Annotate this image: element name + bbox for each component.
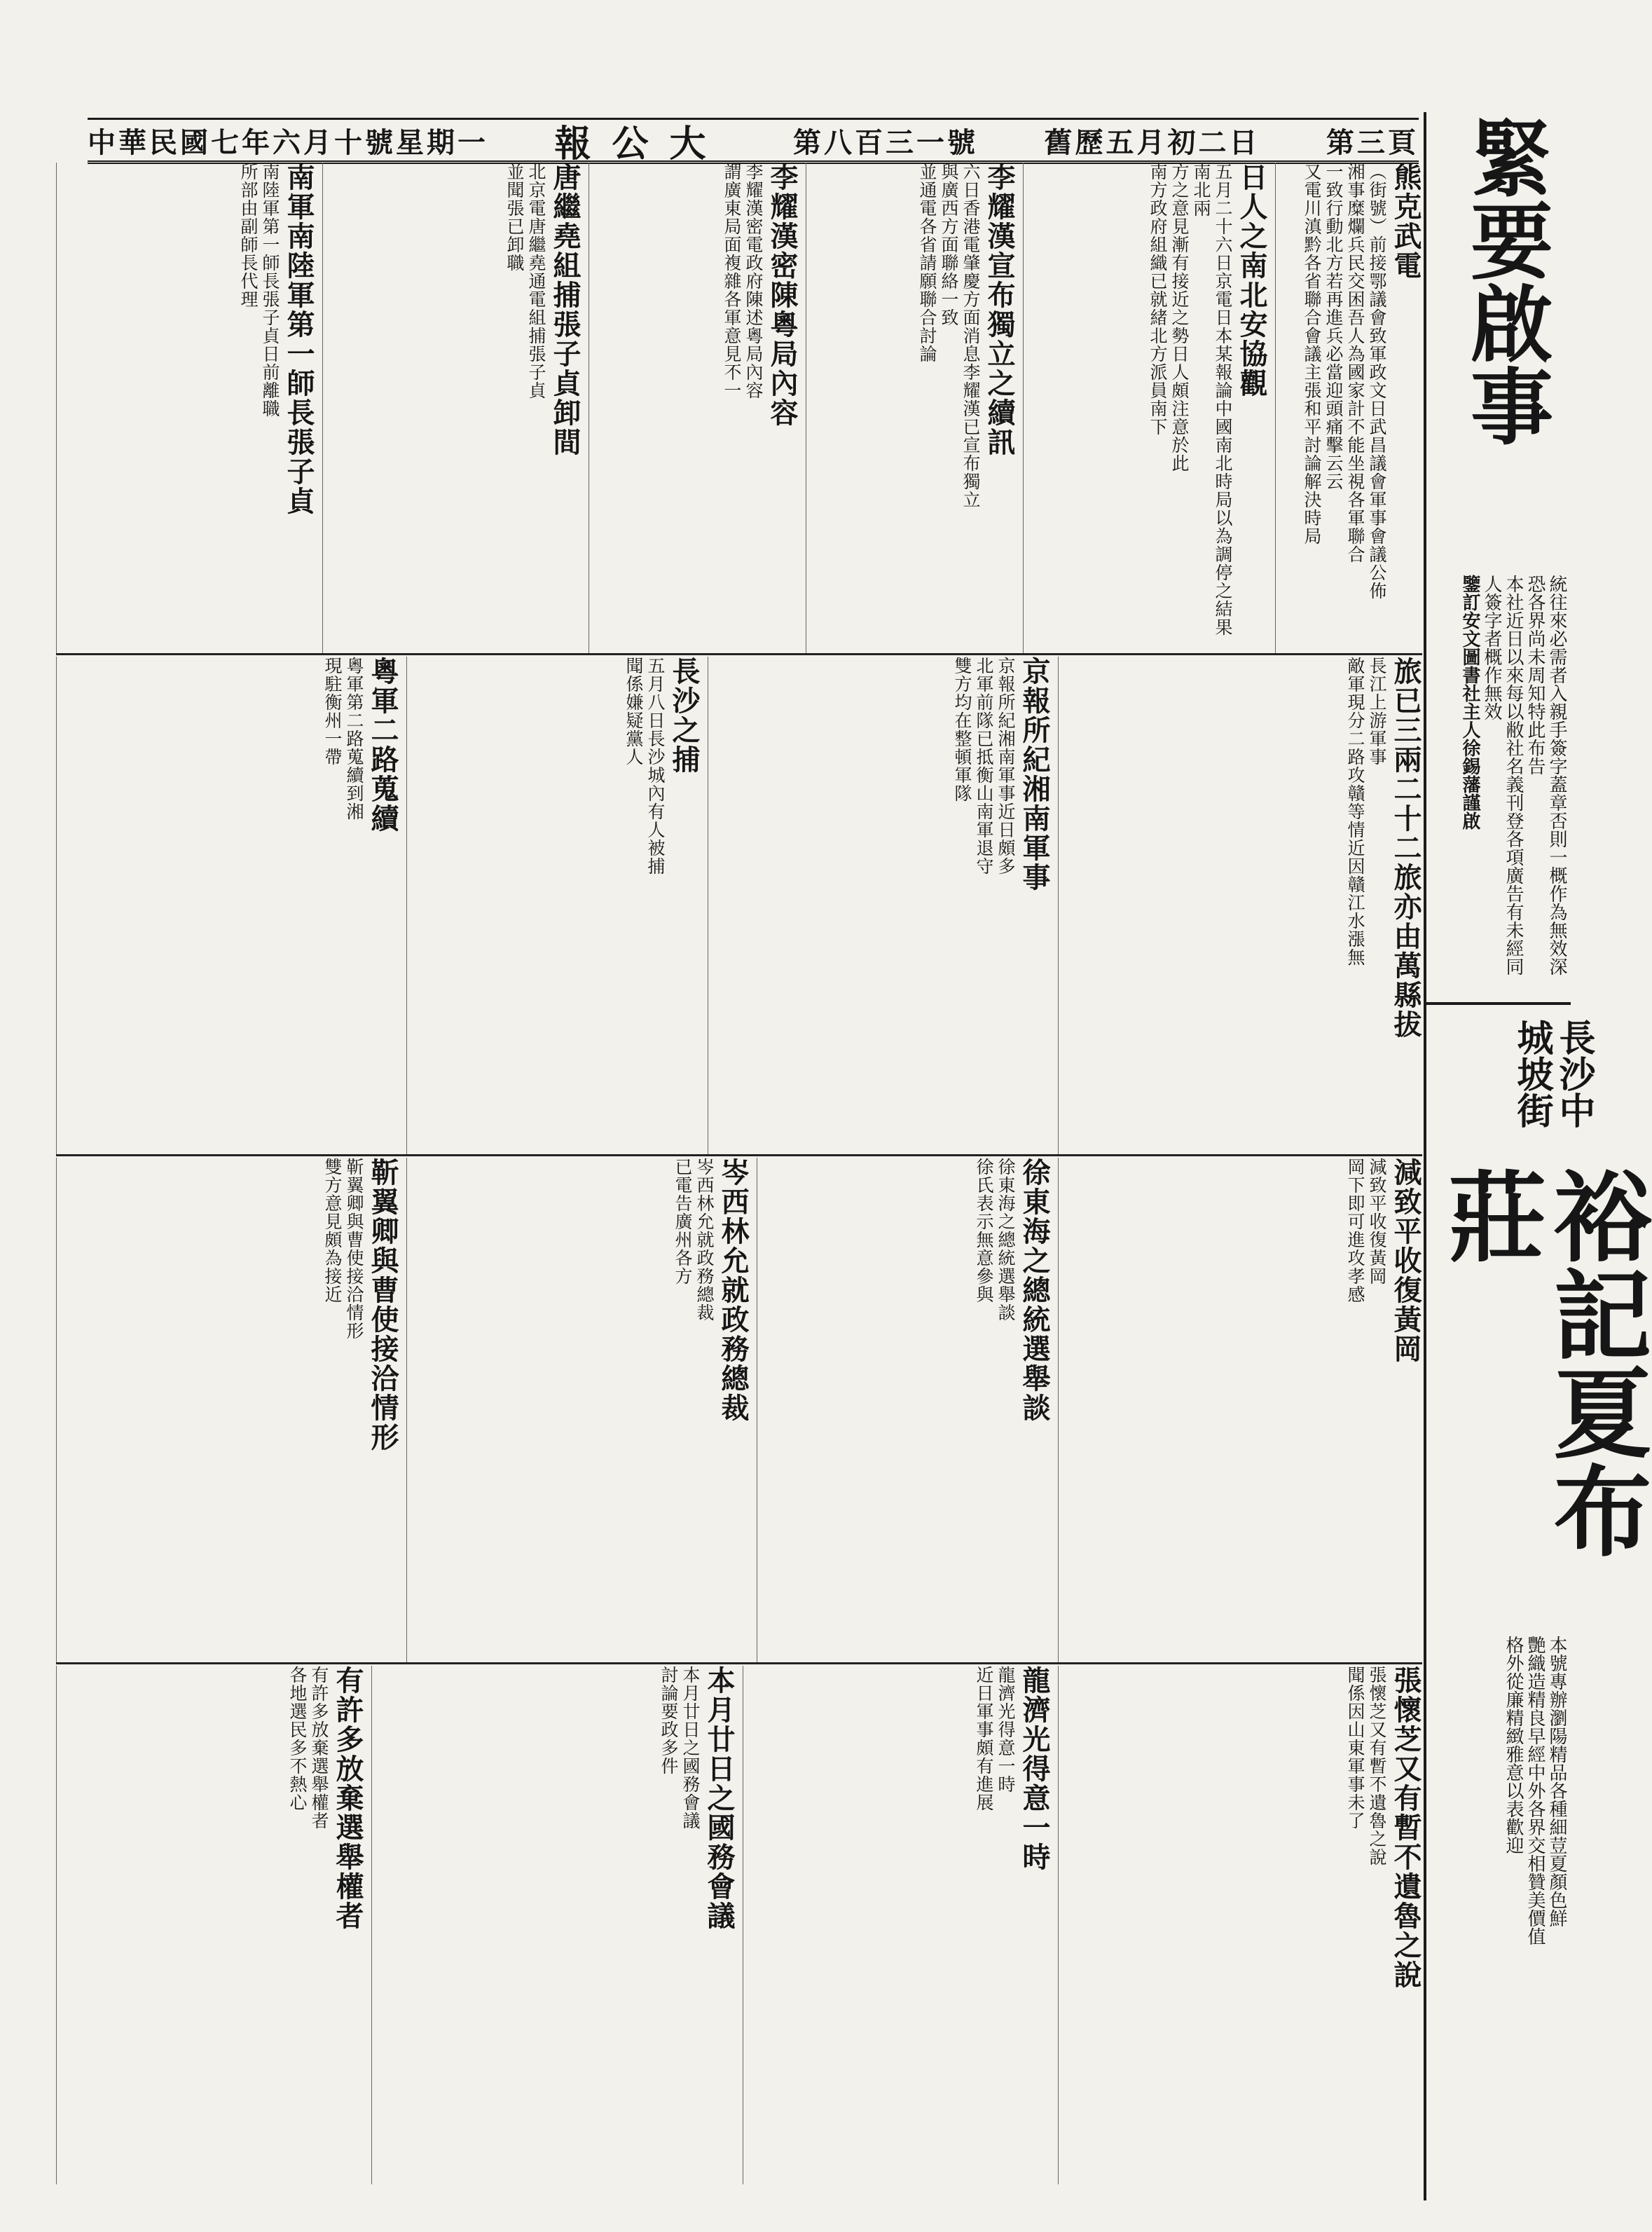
article-title: 京報所紀湘南軍事 bbox=[1018, 657, 1051, 892]
article bbox=[56, 657, 400, 1154]
article-text: 張懷芝又有暫不遺魯之說 bbox=[1367, 1666, 1387, 1866]
article-title: 粵軍二路蒐續 bbox=[366, 657, 399, 833]
notice-line: 本社近日以來每以敝社名義刊登各項廣告有未經同人簽字者概作無效 bbox=[1481, 575, 1524, 975]
article-text: 方之意見漸有接近之勢日人頗注意於此 bbox=[1169, 163, 1190, 472]
article-text: 北軍前隊已抵衡山南軍退守 bbox=[974, 657, 994, 875]
tier-1 bbox=[56, 163, 1422, 655]
article-text: 龍濟光得意一時 bbox=[996, 1666, 1016, 1793]
article-text: 靳翼卿與曹使接洽情形 bbox=[344, 1158, 364, 1340]
article-title: 熊克武電 bbox=[1389, 163, 1422, 280]
article-text: 各地選民多不熱心 bbox=[287, 1666, 308, 1812]
article-text: 討論要政多件 bbox=[659, 1666, 679, 1775]
masthead bbox=[88, 118, 1419, 164]
article-title: 減致平收復黃岡 bbox=[1389, 1158, 1422, 1364]
news-body bbox=[56, 163, 1422, 2195]
article-text: 南陸軍第一師長張子貞日前離職 bbox=[260, 163, 280, 418]
masthead-lunar-date: 舊歷五月初二日 bbox=[1044, 125, 1260, 159]
masthead-issue: 第八百三一號 bbox=[793, 125, 979, 159]
article-text: 聞係嫌疑黨人 bbox=[624, 657, 644, 766]
article-title: 唐繼堯組捕張子貞卸間 bbox=[549, 163, 581, 457]
article-text: 南方政府組織已就緒北方派員南下 bbox=[1148, 163, 1168, 436]
shop-ad-line: 本號專辦瀏陽精品各種細荳夏顏色鮮 bbox=[1546, 1636, 1567, 1927]
article-text: 已電告廣州各方 bbox=[673, 1158, 693, 1285]
masthead-name: 報公大 bbox=[554, 122, 727, 165]
article-title: 張懷芝又有暫不遺魯之說 bbox=[1389, 1666, 1422, 1990]
article-text: 雙方均在整頓軍隊 bbox=[952, 657, 972, 802]
tier-2 bbox=[56, 657, 1422, 1156]
article-text: 聞係因山東軍事未了 bbox=[1345, 1666, 1365, 1830]
article-text: 所部由副師長代理 bbox=[238, 163, 259, 308]
shop-location: 長沙中城坡街 bbox=[1510, 1019, 1595, 1128]
notice-line: 統往來必需者入親手簽字蓋章否則一概作為無效深恐各界尚未周知特此布告 bbox=[1524, 575, 1567, 975]
article-title: 日人之南北安協觀 bbox=[1235, 163, 1268, 398]
article-title: 靳翼卿與曹使接洽情形 bbox=[366, 1158, 399, 1452]
article bbox=[322, 163, 582, 653]
article bbox=[588, 163, 799, 653]
article-text: 五月二十六日京電日本某報論中國南北時局以為調停之結果南北兩 bbox=[1191, 163, 1233, 636]
article-title: 龍濟光得意一時 bbox=[1018, 1666, 1051, 1872]
article bbox=[406, 1158, 750, 1662]
article-text: 李耀漢密電政府陳述粵局內容 bbox=[743, 163, 764, 399]
article-text: 徐氏表示無意參與 bbox=[974, 1158, 994, 1303]
notice-signature: 鑒訂安文圖書社主人徐錫藩謹啟 bbox=[1459, 575, 1480, 830]
article bbox=[1058, 1158, 1423, 1662]
article-text: 又電川滇黔各省聯合會議主張和平討論解決時局 bbox=[1302, 163, 1322, 545]
article-title: 本月廿日之國務會議 bbox=[703, 1666, 736, 1931]
article bbox=[371, 1666, 736, 2184]
article-title: 南軍南陸軍第一師長張子貞 bbox=[282, 163, 315, 516]
article-text: 並聞張已卸職 bbox=[504, 163, 525, 272]
article-title: 李耀漢密陳粵局內容 bbox=[766, 163, 799, 427]
article-text: （街號）前接鄂議會致軍政文日武昌議會軍事會議公佈 bbox=[1367, 163, 1387, 600]
article-text: 現駐衡州一帶 bbox=[322, 657, 343, 766]
article-text: 北京電唐繼堯通電組捕張子貞 bbox=[526, 163, 546, 399]
article-title: 長沙之捕 bbox=[668, 657, 701, 774]
article-text: 本月廿日之國務會議 bbox=[680, 1666, 701, 1830]
article-text: 岡下即可進攻孝感 bbox=[1345, 1158, 1365, 1303]
article-text: 粵軍第二路蒐續到湘 bbox=[344, 657, 364, 821]
notice-title: 緊要啟事 bbox=[1457, 116, 1554, 446]
shop-ad bbox=[1426, 1002, 1652, 2210]
article-text: 雙方意見頗為接近 bbox=[322, 1158, 343, 1303]
article-text: 有許多放棄選舉權者 bbox=[309, 1666, 329, 1830]
shop-ad-line: 格外從廉精緻雅意以表歡迎 bbox=[1503, 1636, 1524, 1854]
masthead-date: 中華民國七年六月十號星期一 bbox=[88, 125, 489, 159]
tier-3 bbox=[56, 1158, 1422, 1664]
article-title: 岑西林允就政務總裁 bbox=[717, 1158, 750, 1423]
article bbox=[1058, 1666, 1423, 2184]
notice-body bbox=[1430, 575, 1567, 988]
article bbox=[708, 657, 1052, 1154]
right-sidebar bbox=[1424, 112, 1652, 2200]
article bbox=[757, 1158, 1052, 1662]
article bbox=[406, 657, 701, 1154]
article bbox=[56, 163, 316, 653]
article-text: 五月八日長沙城內有人被捕 bbox=[645, 657, 666, 875]
article bbox=[56, 1666, 365, 2184]
article bbox=[743, 1666, 1052, 2184]
article-title: 李耀漢宣布獨立之續訊 bbox=[983, 163, 1016, 457]
article-text: 徐東海之總統選舉談 bbox=[996, 1158, 1016, 1322]
article bbox=[1275, 163, 1423, 653]
article-text: 謂廣東局面複雜各軍意見不一 bbox=[722, 163, 742, 399]
article-title: 有許多放棄選舉權者 bbox=[331, 1666, 364, 1931]
article bbox=[1058, 657, 1423, 1154]
shop-ad-body bbox=[1430, 1636, 1567, 2196]
article bbox=[806, 163, 1017, 653]
article-text: 近日軍事頗有進展 bbox=[974, 1666, 994, 1812]
article-text: 減致平收復黃岡 bbox=[1367, 1158, 1387, 1285]
shop-name: 裕記夏布莊 bbox=[1432, 1166, 1652, 1559]
article-title: 旅已三兩二十二旅亦由萬縣拔 bbox=[1389, 657, 1422, 1039]
article-text: 與廣西方面聯絡一致 bbox=[939, 163, 959, 327]
article-text: 六日香港電肇慶方面消息李耀漢已宣布獨立 bbox=[961, 163, 981, 509]
article-text: 岑西林允就政務總裁 bbox=[694, 1158, 715, 1322]
article-text: 敵軍現分二路攻贛等情近因贛江水漲無 bbox=[1345, 657, 1365, 966]
article-text: 京報所紀湘南軍事近日頗多 bbox=[996, 657, 1016, 875]
article bbox=[1023, 163, 1269, 653]
article-text: 並通電各省請願聯合討論 bbox=[917, 163, 937, 363]
tier-4 bbox=[56, 1666, 1422, 2184]
masthead-page: 第三頁 bbox=[1326, 125, 1419, 159]
article-title: 徐東海之總統選舉談 bbox=[1018, 1158, 1051, 1423]
article-text: 長江上游軍事 bbox=[1367, 657, 1387, 766]
article-text: 一致行動北方若再進兵必當迎頭痛擊云云 bbox=[1323, 163, 1344, 491]
article bbox=[56, 1158, 400, 1662]
article-text: 湘事糜爛兵民交困吾人為國家計不能坐視各軍聯合 bbox=[1345, 163, 1365, 563]
shop-ad-line: 艷織造精良早經中外各界交相贊美價值 bbox=[1524, 1636, 1546, 1945]
